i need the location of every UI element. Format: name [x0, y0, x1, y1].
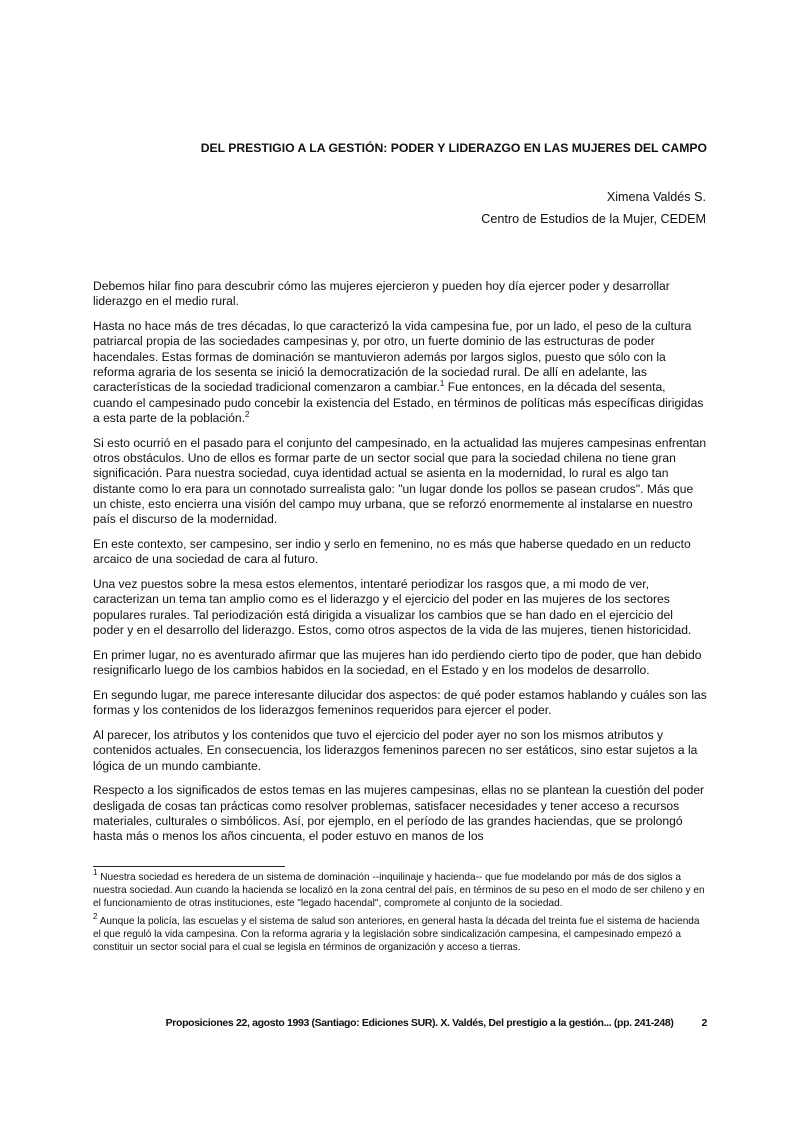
page-footer — [150, 1017, 707, 1029]
article-title: DEL PRESTIGIO A LA GESTIÓN: PODER Y LIDERAZGO EN LAS MUJERES DEL CAMPO — [200, 141, 707, 155]
paragraph-text: Hasta no hace más de tres décadas, lo que caracterizó la vida campesina fue, por un lado, el peso de la cultura patriarcal propia de las sociedades campesinas y, por otro, un fuerte dominio de las estructuras de poder hacendales. Estas formas de dominación se mantuvieron además por largos siglos, puesto que sólo con la reforma agraria de los sesenta se inició la democratización de la sociedad rural. De allí en adelante, las características de la sociedad tradicional comenzaron a cambiar. — [93, 319, 692, 395]
paragraph: En primer lugar, no es aventurado afirmar que las mujeres han ido perdiendo cierto tipo de poder, que han debido resignificarlo luego de los cambios habidos en la sociedad, en el Estado y en los modelos de desarrollo. — [93, 647, 702, 678]
paragraph: Una vez puestos sobre la mesa estos elementos, intentaré periodizar los rasgos que, a mi modo de ver, caracterizan un tema tan amplio como es el liderazgo y el ejercicio del poder en las mujeres de los sectores populares rurales. Tal periodización está dirigida a visualizar los cambios que se han dado en el ejercicio del poder y en el desarrollo del liderazgo. Estos, como otros aspectos de la vida de las mujeres, tienen historicidad. — [93, 577, 692, 637]
footnote-ref: 1 — [439, 379, 445, 389]
author-affiliation: Centro de Estudios de la Mujer, CEDEM — [481, 212, 706, 226]
article-body — [93, 279, 707, 854]
paragraph: Si esto ocurrió en el pasado para el conjunto del campesinado, en la actualidad las mujeres campesinas enfrentan otros obstáculos. Uno de ellos es formar parte de un sector social que para la sociedad chilena no tiene gran significación. Para nuestra sociedad, cuya identidad actual se asienta en la modernidad, lo rural es algo tan distante como lo era para un connotado surrealista galo: "un lugar donde los pollos se pasean crudos". Más que un chiste, esto encierra una visión del campo muy urbana, que se reforzó enormemente al instalarse en nuestro país el discurso de la modernidad. — [93, 435, 707, 527]
footnotes — [93, 868, 707, 958]
paragraph — [93, 319, 707, 426]
paragraph: En segundo lugar, me parece interesante dilucidar dos aspectos: de qué poder estamos hablando y cuáles son las formas y los contenidos de los liderazgos femeninos requeridos para ejercer el poder. — [93, 687, 707, 718]
footnote-number: 1 — [93, 868, 98, 877]
footnote-text: Nuestra sociedad es heredera de un sistema de dominación --inquilinaje y hacienda-- que fue modelando por más de dos siglos a nuestra sociedad. Aun cuando la hacienda se localizó en la zona central del país, en términos de su peso en el modo de ser chileno y en el funcionamiento de otras instituciones, este "legado hacendal", compromete al conjunto de la sociedad. — [93, 872, 705, 910]
page-number: 2 — [701, 1017, 707, 1029]
footnote-text: Aunque la policía, las escuelas y el sistema de salud son anteriores, en general hasta la década del treinta fue el sistema de hacienda el que reguló la vida campesina. Con la reforma agraria y la legislación sobre sindicalización campesina, el campesinado empezó a constituir un sector social para el cual se legisla en términos de organización y acceso a tierras. — [93, 915, 700, 954]
paragraph: Debemos hilar fino para descubrir cómo las mujeres ejercieron y pueden hoy día ejercer poder y desarrollar liderazgo en el medio rural. — [93, 279, 670, 309]
footnote — [93, 911, 707, 955]
paragraph: Al parecer, los atributos y los contenidos que tuvo el ejercicio del poder ayer no son los mismos atributos y contenidos actuales. En consecuencia, los liderazgos femeninos parecen no ser estáticos, sino estar sujetos a la lógica de un mundo cambiante. — [93, 727, 698, 773]
footer-citation: Proposiciones 22, agosto 1993 (Santiago: Ediciones SUR). X. Valdés, Del prestigio a la gestión... (pp. 241-248) — [165, 1017, 674, 1029]
footnote-ref: 2 — [244, 409, 250, 419]
footnote-divider — [93, 866, 285, 867]
paragraph-text: Fue entonces, en la década del sesenta, cuando el campesinado pudo concebir la existencia del Estado, en términos de políticas más específicas dirigidas a esta parte de la población. — [93, 380, 704, 425]
footnote-number: 2 — [93, 911, 98, 921]
paragraph: En este contexto, ser campesino, ser indio y serlo en femenino, no es más que haberse quedado en un reducto arcaico de una sociedad de cara al futuro. — [93, 536, 691, 567]
paragraph: Respecto a los significados de estos temas en las mujeres campesinas, ellas no se plantean la cuestión del poder desligada de cosas tan prácticas como resolver problemas, satisfacer necesidades y tener acceso a recursos materiales, culturales o simbólicos. Así, por ejemplo, en el período de las grandes haciendas, que se prolongó hasta más o menos los años cincuenta, el poder estuvo en manos de los — [93, 783, 705, 844]
footnote — [93, 868, 707, 911]
author-name: Ximena Valdés S. — [606, 190, 706, 204]
